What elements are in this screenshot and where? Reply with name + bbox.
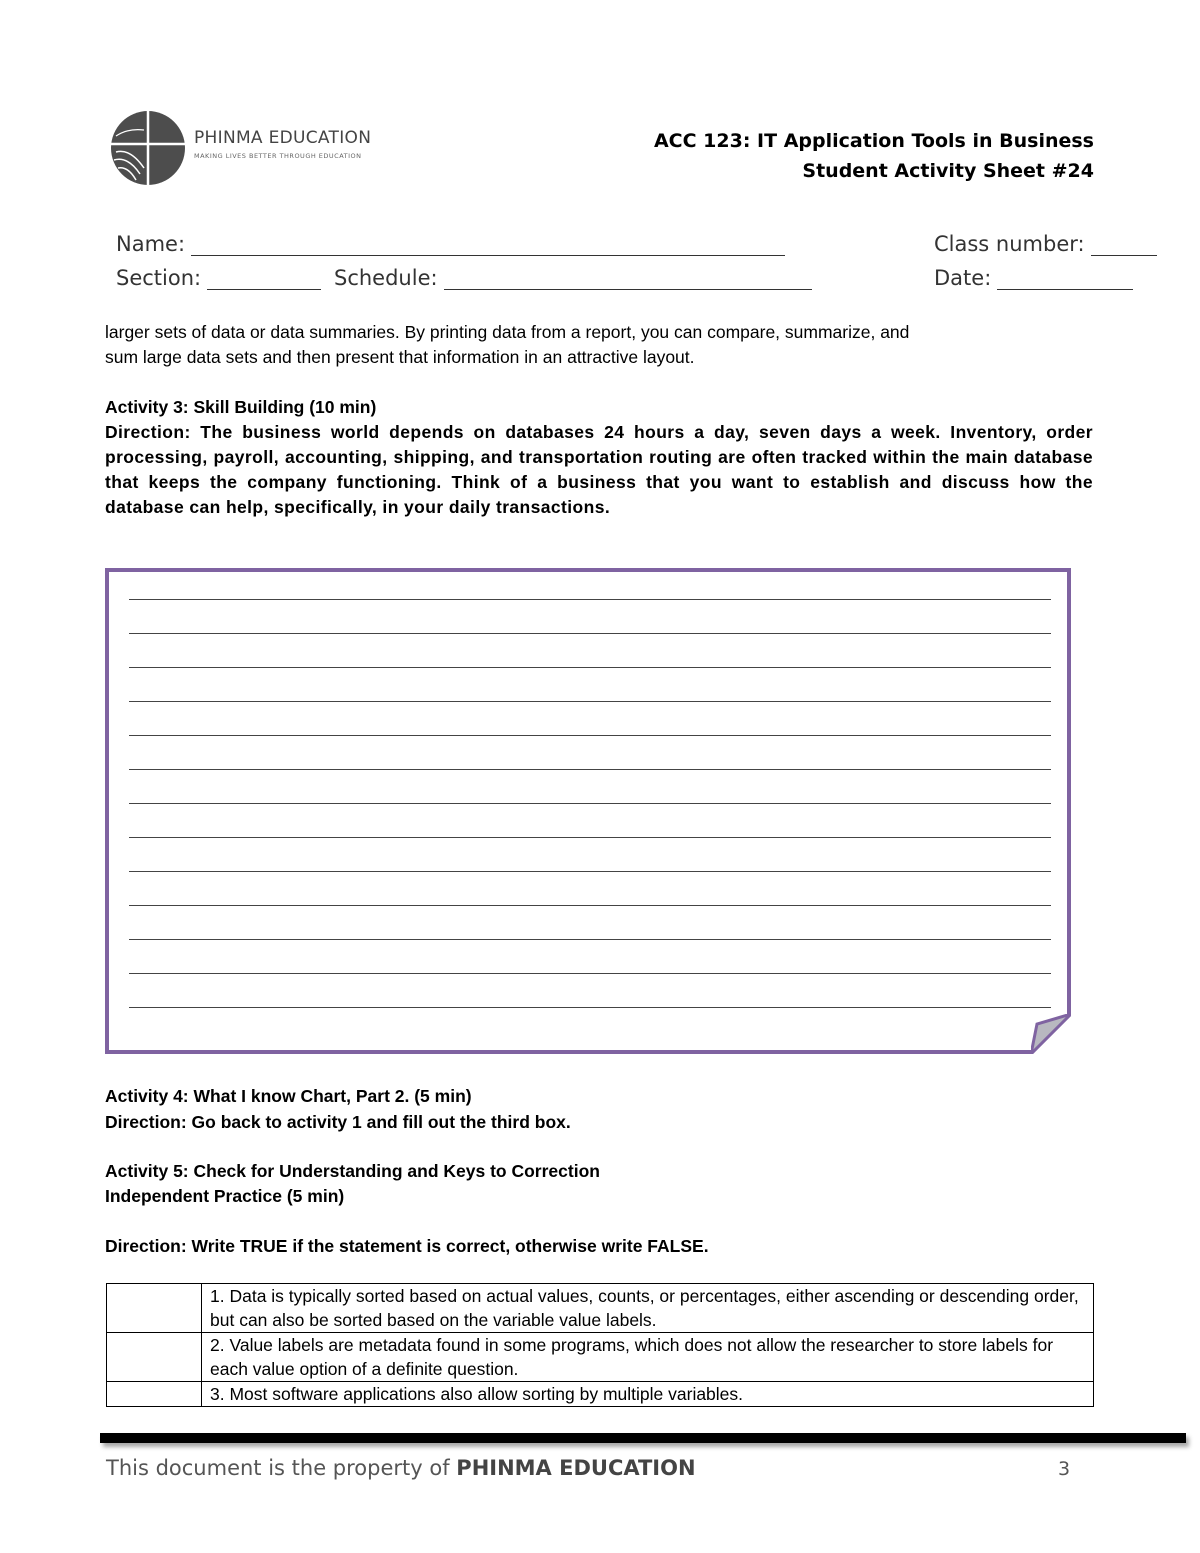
activity-5-subtitle: Independent Practice (5 min) bbox=[105, 1186, 345, 1206]
table-row bbox=[107, 1284, 1094, 1333]
answer-line[interactable] bbox=[129, 769, 1051, 770]
intro-paragraph bbox=[105, 320, 1093, 370]
footer-prefix: This document is the property of bbox=[106, 1456, 457, 1480]
footer-owner: PHINMA EDUCATION bbox=[456, 1456, 696, 1480]
activity-3-title: Activity 3: Skill Building (10 min) bbox=[105, 397, 377, 417]
answer-line[interactable] bbox=[129, 667, 1051, 668]
statement-cell: 1. Data is typically sorted based on actual values, counts, or percentages, either ascending or descending order, but can also be sorted based on the variable value labels. bbox=[202, 1284, 1094, 1333]
class-number-line[interactable] bbox=[1091, 235, 1157, 256]
section-label: Section: bbox=[116, 266, 202, 290]
class-number-field[interactable] bbox=[934, 232, 1157, 256]
answer-cell[interactable] bbox=[107, 1284, 202, 1333]
footer-divider bbox=[100, 1433, 1186, 1443]
answer-line[interactable] bbox=[129, 871, 1051, 872]
schedule-label: Schedule: bbox=[334, 266, 438, 290]
date-line[interactable] bbox=[997, 269, 1133, 290]
activity-4-title: Activity 4: What I know Chart, Part 2. (5 min) bbox=[105, 1086, 472, 1106]
true-false-table bbox=[106, 1283, 1094, 1407]
answer-line[interactable] bbox=[129, 973, 1051, 974]
logo-tagline: MAKING LIVES BETTER THROUGH EDUCATION bbox=[194, 152, 362, 160]
answer-line[interactable] bbox=[129, 939, 1051, 940]
answer-line[interactable] bbox=[129, 905, 1051, 906]
answer-box[interactable] bbox=[105, 568, 1071, 1054]
answer-line[interactable] bbox=[129, 599, 1051, 600]
logo-name: PHINMA EDUCATION bbox=[194, 128, 372, 148]
name-label: Name: bbox=[116, 232, 186, 256]
date-field[interactable] bbox=[934, 266, 1133, 290]
answer-line[interactable] bbox=[129, 1007, 1051, 1008]
intro-line-2: sum large data sets and then present that information in an attractive layout. bbox=[105, 347, 695, 367]
answer-line[interactable] bbox=[129, 735, 1051, 736]
table-row bbox=[107, 1333, 1094, 1382]
page-number: 3 bbox=[1058, 1458, 1071, 1480]
phinma-globe-icon bbox=[108, 108, 188, 188]
schedule-field[interactable] bbox=[334, 266, 812, 290]
course-header bbox=[654, 126, 1094, 186]
answer-line[interactable] bbox=[129, 837, 1051, 838]
statement-cell: 3. Most software applications also allow sorting by multiple variables. bbox=[202, 1382, 1094, 1407]
answer-line[interactable] bbox=[129, 633, 1051, 634]
phinma-logo bbox=[108, 108, 372, 188]
activity-3-direction: Direction: The business world depends on databases 24 hours a day, seven days a week. Inventory, order processing, payroll, accounting, shipping, and transportation routing are often tracked within the main database that keeps the company functioning. Think of a business that you want to establish and discuss how the database can help, specifically, in your daily transactions. bbox=[105, 422, 1093, 517]
class-number-label: Class number: bbox=[934, 232, 1085, 256]
table-row bbox=[107, 1382, 1094, 1407]
activity-5-title: Activity 5: Check for Understanding and Keys to Correction bbox=[105, 1161, 600, 1181]
activity-4-direction: Direction: Go back to activity 1 and fill out the third box. bbox=[105, 1112, 571, 1132]
name-line[interactable] bbox=[191, 235, 785, 256]
name-field[interactable] bbox=[116, 232, 785, 256]
intro-line-1: larger sets of data or data summaries. By printing data from a report, you can compare, summarize, and bbox=[105, 322, 910, 342]
answer-line[interactable] bbox=[129, 803, 1051, 804]
page-curl-icon bbox=[1031, 1014, 1071, 1054]
schedule-line[interactable] bbox=[444, 269, 812, 290]
answer-cell[interactable] bbox=[107, 1333, 202, 1382]
answer-line[interactable] bbox=[129, 701, 1051, 702]
section-line[interactable] bbox=[207, 269, 321, 290]
date-label: Date: bbox=[934, 266, 992, 290]
sheet-title: Student Activity Sheet #24 bbox=[802, 160, 1094, 182]
course-title: ACC 123: IT Application Tools in Business bbox=[653, 130, 1094, 152]
section-field[interactable] bbox=[116, 266, 321, 290]
activity-5-direction: Direction: Write TRUE if the statement is correct, otherwise write FALSE. bbox=[105, 1236, 709, 1256]
footer-property-note bbox=[106, 1456, 696, 1480]
answer-cell[interactable] bbox=[107, 1382, 202, 1407]
statement-cell: 2. Value labels are metadata found in some programs, which does not allow the researcher to store labels for each value option of a definite question. bbox=[202, 1333, 1094, 1382]
